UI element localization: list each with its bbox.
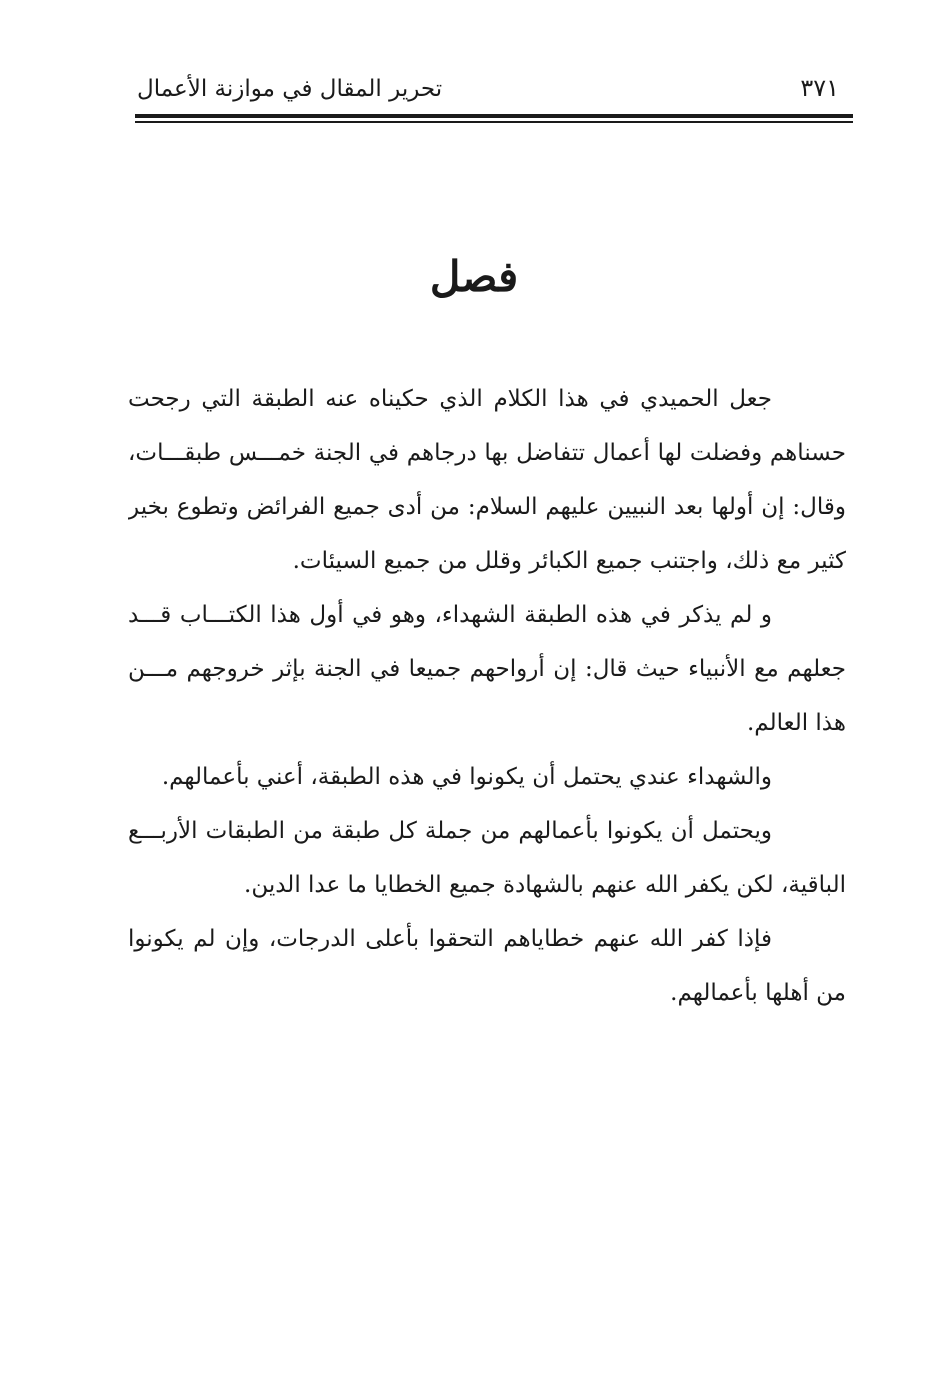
text-line: جعل الحميدي في هذا الكلام الذي حكيناه عنه الطبقة التي رجحت bbox=[128, 386, 772, 412]
text-line: والشهداء عندي يحتمل أن يكونوا في هذه الطبقة، أعني بأعمالهم. bbox=[161, 764, 772, 790]
section-heading: فصل bbox=[429, 252, 519, 301]
header-rule-thin bbox=[135, 121, 853, 123]
text-line: حسناهم وفضلت لها أعمال تتفاضل بها درجاهم في الجنة خمـــس طبقـــات، bbox=[128, 440, 846, 466]
header-rule-thick bbox=[135, 114, 853, 118]
text-line: الباقية، لكن يكفر الله عنهم بالشهادة جميع الخطايا ما عدا الدين. bbox=[244, 872, 846, 898]
text-line: هذا العالم. bbox=[746, 710, 846, 736]
text-line: من أهلها بأعمالهم. bbox=[670, 980, 846, 1006]
running-header bbox=[135, 72, 853, 112]
body-text bbox=[128, 372, 846, 1020]
text-line: جعلهم مع الأنبياء حيث قال: إن أرواحهم جميعا في الجنة بإثر خروجهم مـــن bbox=[128, 656, 846, 682]
text-line: و لم يذكر في هذه الطبقة الشهداء، وهو في أول هذا الكتـــاب قـــد bbox=[128, 602, 772, 628]
text-line: ويحتمل أن يكونوا بأعمالهم من جملة كل طبقة من الطبقات الأربـــع bbox=[128, 818, 772, 844]
running-title: تحرير المقال في موازنة الأعمال bbox=[137, 76, 443, 102]
text-line: فإذا كفر الله عنهم خطاياهم التحقوا بأعلى الدرجات، وإن لم يكونوا bbox=[128, 926, 772, 952]
text-line: وقال: إن أولها بعد النبيين عليهم السلام: من أدى جميع الفرائض وتطوع بخير bbox=[128, 494, 846, 520]
text-line: كثير مع ذلك، واجتنب جميع الكبائر وقلل من جميع السيئات. bbox=[292, 548, 846, 574]
page-number: ٣٧١ bbox=[800, 74, 839, 102]
